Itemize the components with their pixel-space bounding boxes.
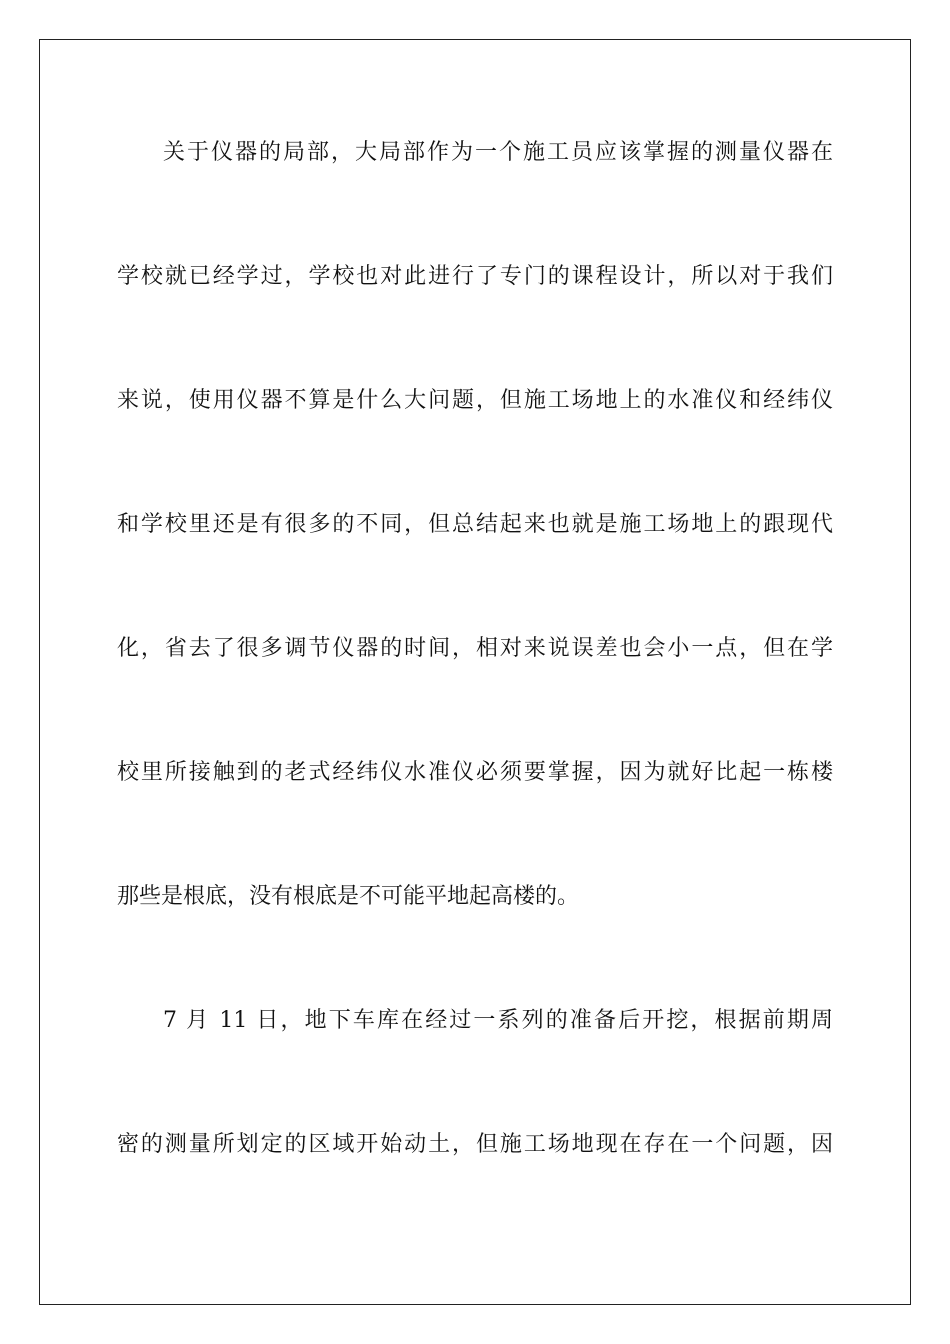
- paragraph-1-line-5: 化，省去了很多调节仪器的时间，相对来说误差也会小一点，但在学: [117, 636, 833, 661]
- paragraph-2-line-2: 密的测量所划定的区域开始动土，但施工场地现在存在一个问题，因: [117, 1132, 833, 1157]
- paragraph-1-line-1: 关于仪器的局部，大局部作为一个施工员应该掌握的测量仪器在: [163, 140, 833, 165]
- paragraph-1-line-3: 来说，使用仪器不算是什么大问题，但施工场地上的水准仪和经纬仪: [117, 388, 833, 413]
- paragraph-2-line-1: 7 月 11 日，地下车库在经过一系列的准备后开挖，根据前期周: [163, 1008, 833, 1033]
- paragraph-1-line-7: 那些是根底，没有根底是不可能平地起高楼的。: [117, 884, 580, 909]
- document-body: [117, 128, 833, 1244]
- paragraph-1-line-4: 和学校里还是有很多的不同，但总结起来也就是施工场地上的跟现代: [117, 512, 833, 537]
- paragraph-1-line-2: 学校就已经学过，学校也对此进行了专门的课程设计，所以对于我们: [117, 264, 833, 289]
- paragraph-1-line-6: 校里所接触到的老式经纬仪水准仪必须要掌握，因为就好比起一栋楼: [117, 760, 833, 785]
